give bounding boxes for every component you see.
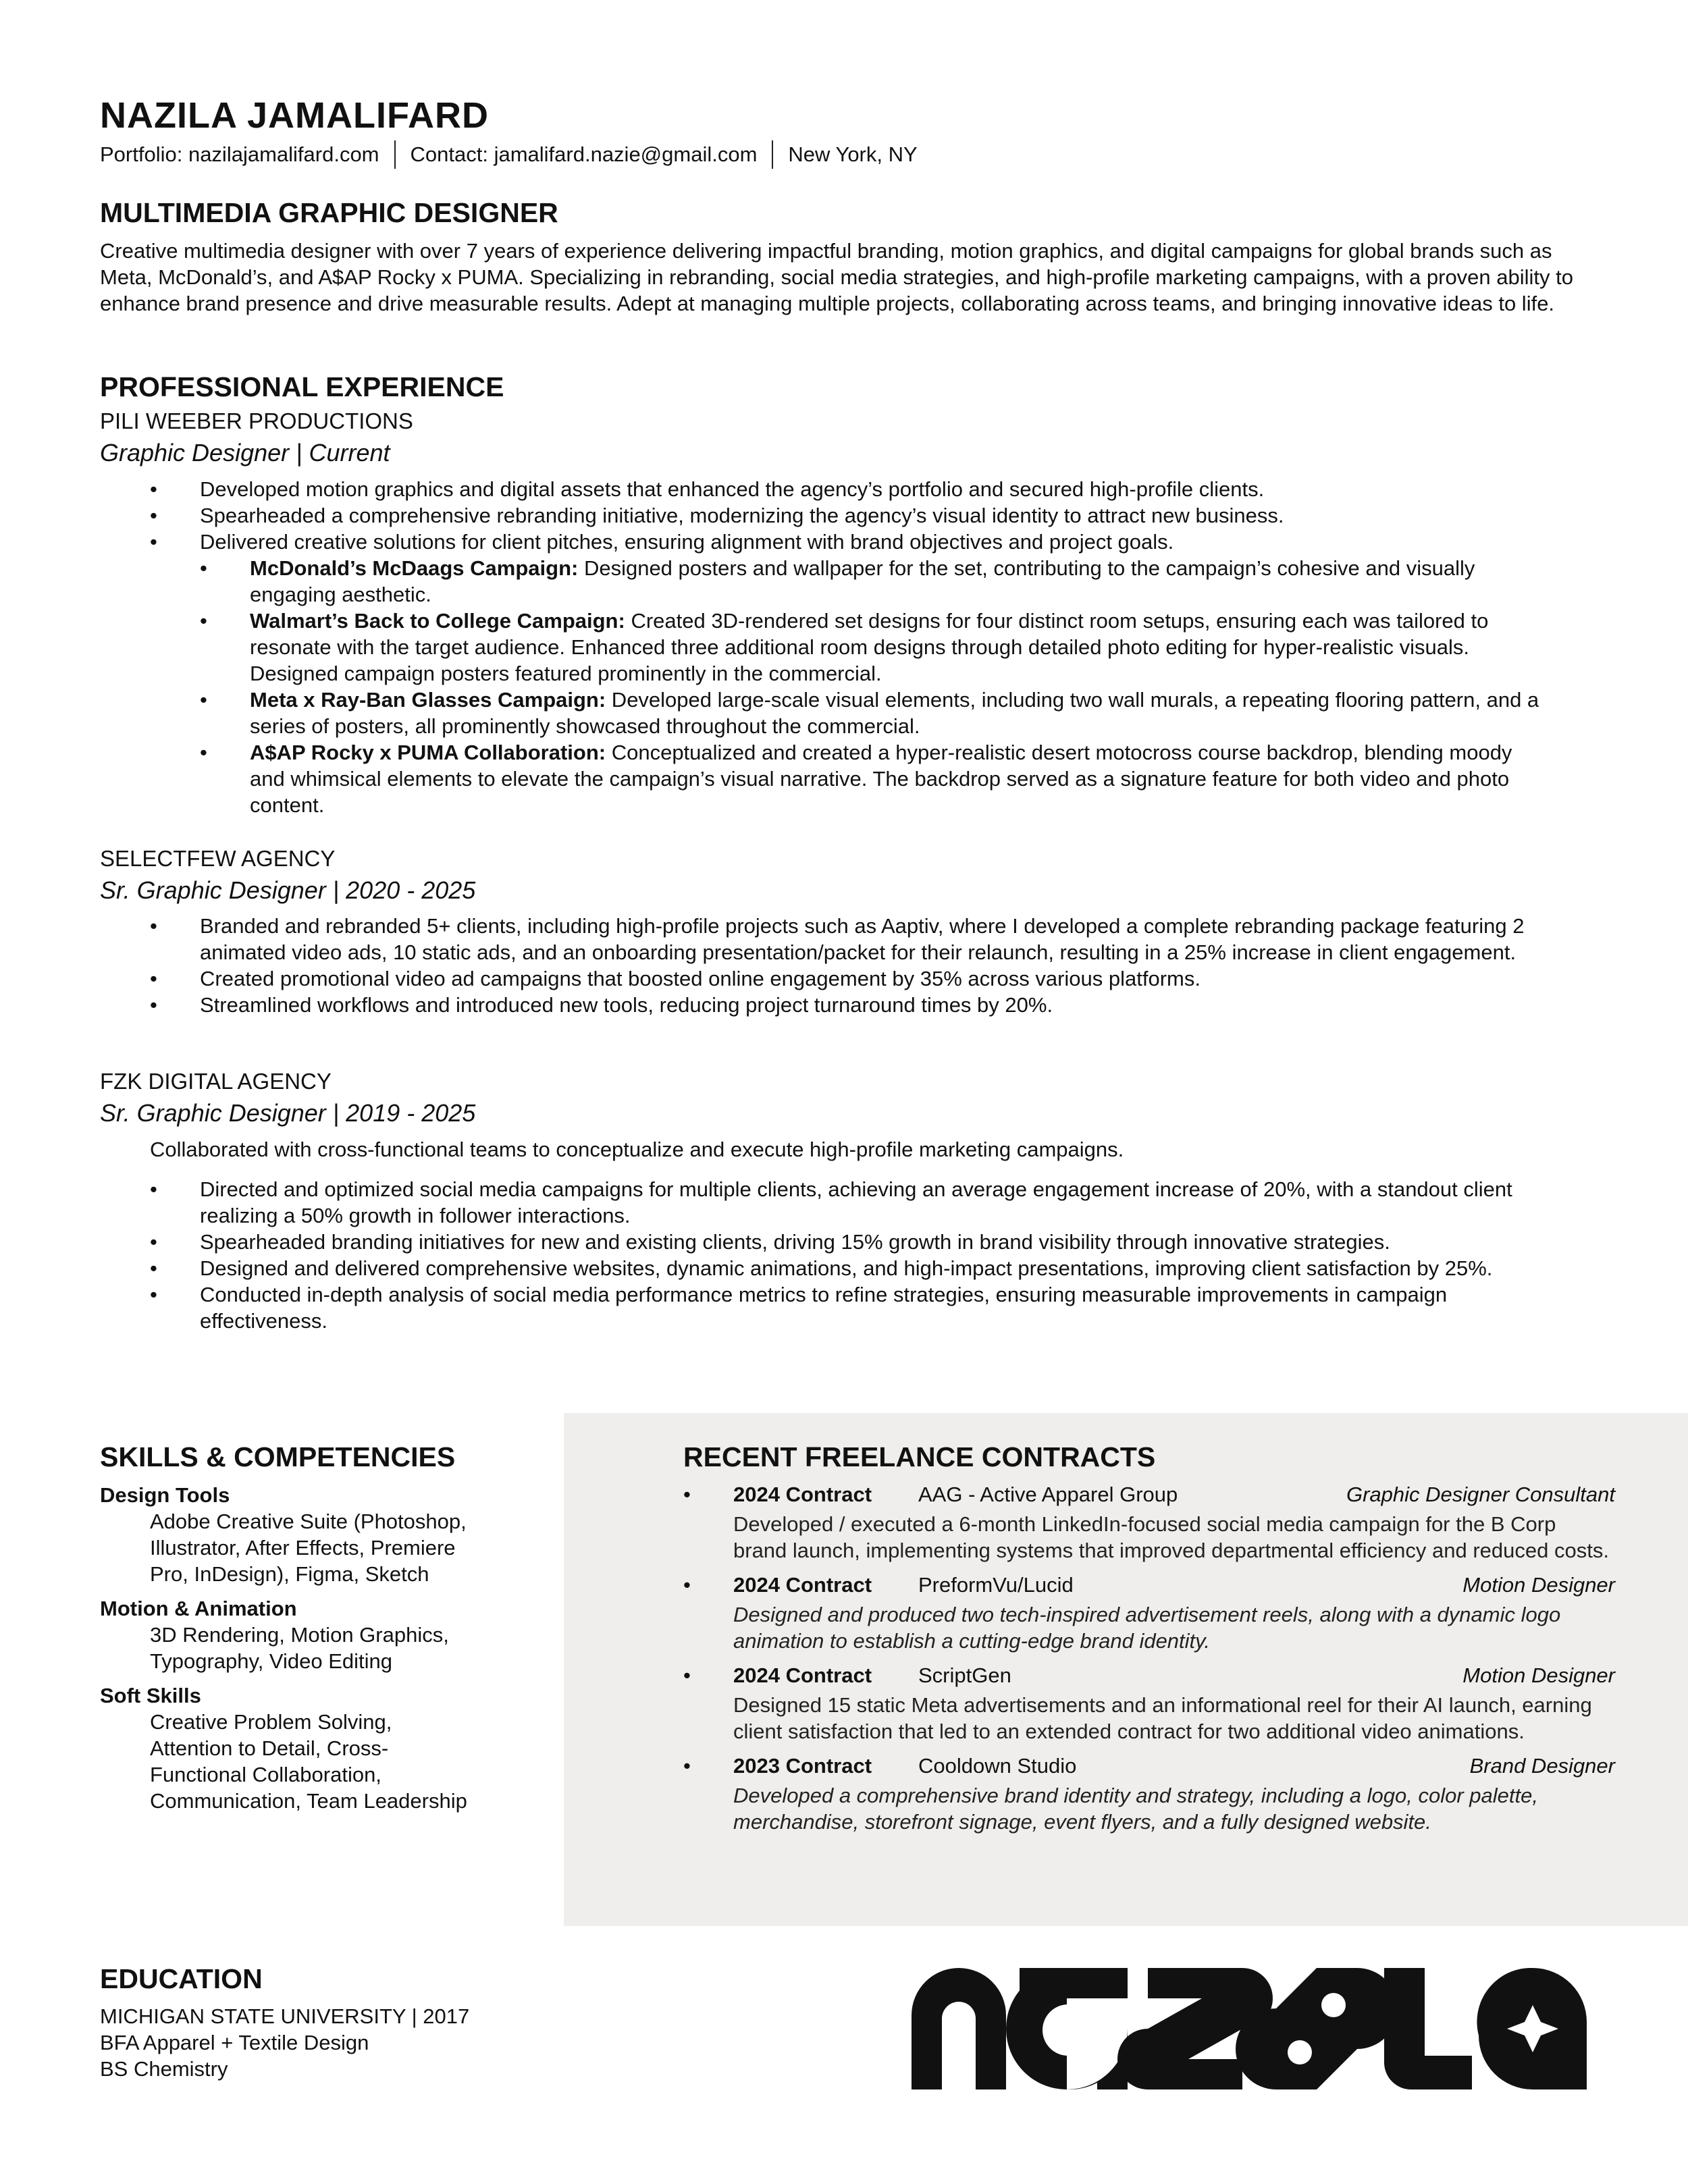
list-item: • Created promotional video ad campaigns that boosted online engagement by 35% across various platforms. xyxy=(150,965,1554,992)
list-item: • Directed and optimized social media campaigns for multiple clients, achieving an average engagement increase of 20%, with a standout client realizing a 50% growth in follower interactions. xyxy=(150,1176,1554,1229)
contact-line xyxy=(100,140,918,169)
skill-group-body: 3D Rendering, Motion Graphics, Typography, Video Editing xyxy=(150,1623,449,1673)
contract-client: Cooldown Studio xyxy=(918,1754,1077,1778)
skill-group-body: Creative Problem Solving, Attention to Detail, Cross-Functional Collaboration, Communication, Team Leadership xyxy=(150,1710,467,1813)
list-item: • Delivered creative solutions for client pitches, ensuring alignment with brand objectives and project goals. xyxy=(150,529,1554,555)
contract-description: Developed a comprehensive brand identity and strategy, including a logo, color palette, merchandise, storefront signage, event flyers, and a fully designed website. xyxy=(733,1784,1538,1834)
contract-year: 2024 Contract xyxy=(733,1483,872,1506)
list-item: • Conducted in-depth analysis of social media performance metrics to refine strategies, ensuring measurable improvements in campaign effectiveness. xyxy=(150,1281,1554,1334)
job-role: Sr. Graphic Designer | 2020 - 2025 xyxy=(100,876,476,904)
candidate-name: NAZILA JAMALIFARD xyxy=(100,95,489,136)
sub-label: McDonald’s McDaags Campaign: xyxy=(250,556,579,580)
company-name: FZK DIGITAL AGENCY xyxy=(100,1069,332,1094)
job-role: Graphic Designer | Current xyxy=(100,439,390,467)
location: New York, NY xyxy=(788,142,918,166)
school: MICHIGAN STATE UNIVERSITY | 2017 xyxy=(100,2004,470,2028)
contract-header xyxy=(683,1750,1615,1782)
skill-group-title: Soft Skills xyxy=(100,1684,201,1707)
summary-text: Creative multimedia designer with over 7 years of experience delivering impactful branding, motion graphics, and digital campaigns for global brands such as Meta, McDonald’s, and A$AP Rocky x PUMA. Specializing in rebranding, social media strategies, and high-profile marketing campaigns, with a proven ability to enhance brand presence and drive measurable results. Adept at managing multiple projects, collaborating across teams, and bringing innovative ideas to life. xyxy=(100,239,1574,315)
job-bullets xyxy=(150,1176,1554,1334)
list-item: • Developed motion graphics and digital assets that enhanced the agency’s portfolio and secured high-profile clients. xyxy=(150,476,1554,502)
contract-description: Designed and produced two tech-inspired advertisement reels, along with a dynamic logo animation to establish a cutting-edge brand identity. xyxy=(733,1603,1561,1653)
sub-label: Walmart’s Back to College Campaign: xyxy=(250,609,625,633)
freelance-title: RECENT FREELANCE CONTRACTS xyxy=(683,1441,1156,1472)
sub-text: Designed posters and wallpaper for the set, contributing to the campaign’s cohesive and visually engaging aesthetic. xyxy=(250,556,1475,606)
job-bullets xyxy=(150,913,1554,1018)
bullet: • xyxy=(683,1663,691,1687)
skills-title: SKILLS & COMPETENCIES xyxy=(100,1441,456,1472)
contract-description: Developed / executed a 6-month LinkedIn-focused social media campaign for the B Corp brand launch, implementing systems that improved departmental efficiency and reduced costs. xyxy=(733,1512,1609,1562)
bullet: • xyxy=(683,1483,691,1506)
list-item xyxy=(200,555,1550,608)
list-item: • Streamlined workflows and introduced new tools, reducing project turnaround times by 20%. xyxy=(150,992,1554,1018)
list-item: • Branded and rebranded 5+ clients, including high-profile projects such as Aaptiv, where I developed a complete rebranding package featuring 2 animated video ads, 10 static ads, and an onboarding presentation/packet for their relaunch, resulting in a 25% increase in client engagement. xyxy=(150,913,1554,965)
nazila-logo xyxy=(912,1968,1587,2089)
sub-label: A$AP Rocky x PUMA Collaboration: xyxy=(250,741,606,764)
degree: BFA Apparel + Textile Design xyxy=(100,2031,369,2054)
list-item xyxy=(200,687,1550,739)
company-name: SELECTFEW AGENCY xyxy=(100,846,336,871)
contract-client: AAG - Active Apparel Group xyxy=(918,1483,1178,1506)
skills-list xyxy=(100,1482,478,1814)
sub-text: Created 3D-rendered set designs for four distinct room setups, ensuring each was tailored to resonate with the target audience. Enhanced three additional room designs through detailed photo editing for hyper-realistic visuals. Designed campaign posters featured prominently in the commercial. xyxy=(250,609,1489,685)
list-item xyxy=(200,608,1550,687)
portfolio-link[interactable]: Portfolio: nazilajamalifard.com xyxy=(100,142,379,166)
education-details xyxy=(100,2003,469,2082)
contract-year: 2024 Contract xyxy=(733,1573,872,1597)
contract-header xyxy=(683,1569,1615,1601)
job-intro: Collaborated with cross-functional teams to conceptualize and execute high-profile marketing campaigns. xyxy=(150,1138,1124,1161)
summary-title: MULTIMEDIA GRAPHIC DESIGNER xyxy=(100,197,558,228)
contract-client: ScriptGen xyxy=(918,1663,1011,1687)
divider xyxy=(394,140,396,169)
divider xyxy=(772,140,773,169)
education-title: EDUCATION xyxy=(100,1963,263,1994)
contract-description: Designed 15 static Meta advertisements and an informational reel for their AI launch, earning client satisfaction that led to an extended contract for two additional video animations. xyxy=(733,1693,1592,1743)
email-link[interactable]: Contact: jamalifard.nazie@gmail.com xyxy=(410,142,758,166)
contract-year: 2024 Contract xyxy=(733,1663,872,1687)
job-role: Sr. Graphic Designer | 2019 - 2025 xyxy=(100,1099,476,1127)
skill-group-body: Adobe Creative Suite (Photoshop, Illustrator, After Effects, Premiere Pro, InDesign), Figma, Sketch xyxy=(150,1510,467,1586)
list-item xyxy=(200,739,1550,818)
skill-group-title: Design Tools xyxy=(100,1483,230,1507)
contract-year: 2023 Contract xyxy=(733,1754,872,1778)
sub-label: Meta x Ray-Ban Glasses Campaign: xyxy=(250,688,606,712)
bullet: • xyxy=(683,1573,691,1597)
bullet: • xyxy=(683,1754,691,1778)
contract-header xyxy=(683,1479,1615,1511)
degree: BS Chemistry xyxy=(100,2057,228,2081)
experience-title: PROFESSIONAL EXPERIENCE xyxy=(100,371,504,402)
list-item: • Designed and delivered comprehensive websites, dynamic animations, and high-impact presentations, improving client satisfaction by 25%. xyxy=(150,1255,1554,1281)
contract-client: PreformVu/Lucid xyxy=(918,1573,1074,1597)
contract-role: Brand Designer xyxy=(1469,1754,1615,1778)
company-name: PILI WEEBER PRODUCTIONS xyxy=(100,408,413,433)
sub-text: Developed large-scale visual elements, including two wall murals, a repeating flooring pattern, and a series of posters, all prominently showcased throughout the commercial. xyxy=(250,688,1539,738)
list-item: • Spearheaded a comprehensive rebranding initiative, modernizing the agency’s visual identity to attract new business. xyxy=(150,502,1554,529)
contract-role: Motion Designer xyxy=(1462,1663,1615,1687)
skill-group-title: Motion & Animation xyxy=(100,1597,297,1620)
contract-header xyxy=(683,1659,1615,1692)
job-bullets xyxy=(150,476,1554,818)
sub-text: Conceptualized and created a hyper-realistic desert motocross course backdrop, blending moody and whimsical elements to elevate the campaign’s visual narrative. The backdrop served as a signature feature for both video and photo content. xyxy=(250,741,1512,817)
contracts-list xyxy=(683,1479,1615,1840)
contract-role: Graphic Designer Consultant xyxy=(1346,1483,1615,1506)
contract-role: Motion Designer xyxy=(1462,1573,1615,1597)
list-item: • Spearheaded branding initiatives for new and existing clients, driving 15% growth in brand visibility through innovative strategies. xyxy=(150,1229,1554,1255)
